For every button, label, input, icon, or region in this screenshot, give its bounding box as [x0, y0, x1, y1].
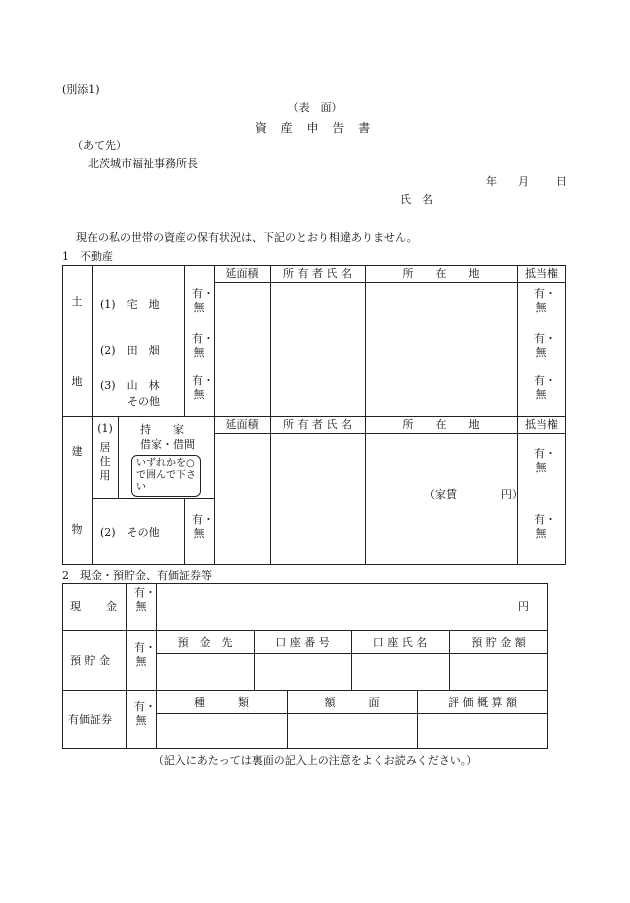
land-item-residential: (1) 宅 地 — [100, 298, 160, 311]
document-title: 資 産 申 告 書 — [254, 121, 376, 135]
building-item-other: (2) その他 — [100, 526, 160, 539]
side-label: （表 面） — [287, 101, 343, 114]
securities-col-face-value: 額 面 — [324, 696, 380, 709]
circle-note: いずれかを○で囲んで下さい — [136, 458, 196, 493]
date-day: 日 — [556, 175, 567, 188]
building-label-top: 建 — [71, 445, 83, 458]
land-item-other: その他 — [127, 395, 160, 408]
securities-label: 有価証券 — [68, 713, 112, 726]
land-label-top: 土 — [71, 295, 83, 308]
building-item1-label: 居住用 — [99, 441, 111, 482]
deposit-label: 預 貯 金 — [70, 654, 110, 667]
land-farmland-mortgage-yesno[interactable]: 有・無 — [534, 332, 556, 359]
col-floor-area: 延面積 — [225, 267, 259, 280]
addressee-label: （あて先） — [72, 139, 127, 152]
date-year: 年 — [486, 175, 497, 188]
bldg-col-floor-area: 延面積 — [225, 418, 259, 431]
deposit-yesno[interactable]: 有・無 — [134, 641, 156, 668]
building-residence-mortgage-yesno[interactable]: 有・無 — [534, 447, 556, 474]
land-item-forest: (3) 山 林 — [100, 379, 160, 392]
footer-note: （記入にあたっては裏面の記入上の注意をよくお読みください。） — [152, 754, 478, 767]
deposit-col-bank: 預 金 先 — [177, 636, 233, 649]
name-label: 氏 名 — [400, 193, 433, 206]
land-forest-mortgage-yesno[interactable]: 有・無 — [534, 374, 556, 401]
land-label-bottom: 地 — [71, 375, 83, 388]
statement: 現在の私の世帯の資産の保有状況は、下記のとおり相違ありません。 — [76, 231, 418, 244]
attachment-label: (別添1) — [62, 83, 100, 96]
addressee: 北茨城市福祉事務所長 — [88, 157, 198, 170]
securities-col-type: 種 類 — [194, 696, 249, 709]
cash-label: 現 金 — [70, 600, 118, 613]
col-owner-name: 所 有 者 氏 名 — [283, 267, 352, 280]
cash-yesno[interactable]: 有・無 — [134, 586, 156, 613]
land-residential-mortgage-yesno[interactable]: 有・無 — [534, 287, 556, 314]
col-mortgage: 抵当権 — [525, 267, 558, 280]
rented-house-option[interactable]: 借家・借間 — [140, 438, 195, 451]
deposit-col-account-name: 口 座 氏 名 — [372, 636, 428, 649]
securities-yesno[interactable]: 有・無 — [134, 700, 156, 727]
land-farmland-yesno[interactable]: 有・無 — [192, 332, 214, 359]
land-residential-yesno[interactable]: 有・無 — [192, 287, 214, 314]
building-other-yesno[interactable]: 有・無 — [192, 513, 214, 540]
land-item-farmland: (2) 田 畑 — [100, 344, 160, 357]
bldg-col-owner-name: 所 有 者 氏 名 — [283, 418, 352, 431]
date-month: 月 — [518, 175, 529, 188]
building-other-mortgage-yesno[interactable]: 有・無 — [534, 513, 556, 540]
rent-amount-note: （家賃 円） — [424, 488, 523, 501]
section1-heading: 1 不動産 — [62, 250, 113, 263]
securities-col-estimate: 評 価 概 算 額 — [448, 696, 517, 709]
deposit-col-amount: 預 貯 金 額 — [471, 636, 526, 649]
bldg-col-mortgage: 抵当権 — [525, 418, 558, 431]
deposit-col-account-number: 口 座 番 号 — [275, 636, 330, 649]
section2-heading: 2 現金・預貯金、有価証券等 — [62, 569, 212, 582]
bldg-col-location: 所 在 地 — [402, 418, 480, 431]
own-house-option[interactable]: 持 家 — [140, 423, 184, 436]
cash-unit: 円 — [518, 600, 529, 613]
land-forest-yesno[interactable]: 有・無 — [192, 374, 214, 401]
building-item1-num: (1) — [97, 422, 113, 435]
col-location: 所 在 地 — [402, 267, 480, 280]
building-label-bottom: 物 — [71, 523, 83, 536]
